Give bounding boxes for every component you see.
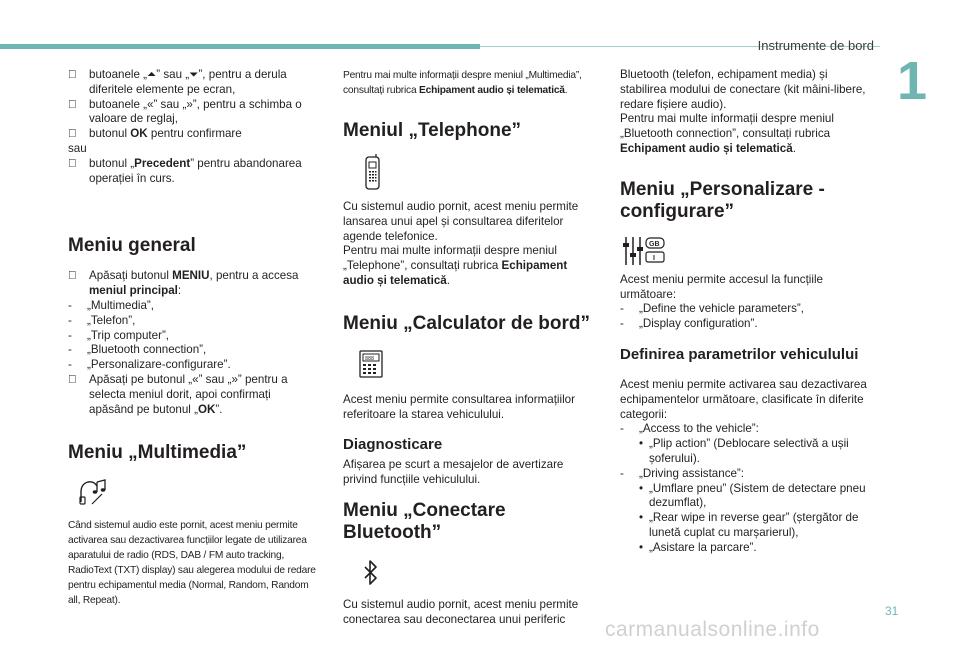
sau-text: sau [68, 141, 87, 155]
music-note-icon [78, 478, 108, 506]
trip-computer-icon [357, 349, 385, 379]
diagnostic-description: Afișarea pe scurt a mesajelor de avertizare privind funcțiile vehiculului. [343, 458, 564, 487]
list-item: - „Personalizare-configurare”. [68, 358, 231, 372]
list-item: butoanele „⏶” sau „⏷”, pentru a derula diferitele elemente pe ecran, [68, 68, 318, 98]
bluetooth-description: Cu sistemul audio pornit, acest meniu permite conectarea sau deconectarea unui periferic [343, 597, 579, 626]
left-arrow-icon: « [147, 97, 154, 111]
bullet-marker [68, 127, 82, 142]
bullet-marker [68, 98, 82, 113]
heading-calculator: Meniu „Calculator de bord” [343, 312, 591, 334]
heading-definire-parametri: Definirea parametrilor vehiculului [620, 345, 859, 363]
calculator-description: Acest meniu permite consultarea informațiilor referitoare la starea vehiculului. [343, 392, 575, 421]
bluetooth-icon [361, 558, 381, 588]
list-item: butonul „Precedent” pentru abandonarea operației în curs. [68, 157, 318, 187]
definire-description: Acest meniu permite activarea sau dezactivarea echipamentelor următoare, clasificate în diferite categorii: [620, 377, 867, 421]
section-title: Instrumente de bord [757, 38, 874, 53]
list-item: - „Access to the vehicle”: [620, 422, 759, 436]
list-item: - „Bluetooth connection”, [68, 343, 207, 357]
list-item: - „Display configuration”. [620, 317, 758, 331]
multimedia-description: Când sistemul audio este pornit, acest meniu permite activarea sau dezactivarea funcțiilor legate de utilizarea aparatului de radio (RDS, DAB / FM auto tracking, RadioText (TXT) display) sau alegerea modului de redare pentru echipamentul media (Normal, Random, Random all, Repeat). [68, 520, 316, 607]
watermark: carmanualsonline.info [605, 618, 820, 641]
heading-personalizare: Meniu „Personalizare - configurare” [620, 178, 825, 222]
info-label: I [653, 254, 655, 262]
left-arrow-icon: « [192, 372, 199, 386]
header-accent-bar [0, 44, 480, 49]
svg-text:888: 888 [365, 355, 375, 362]
list-item: Apăsați pe butonul „«” sau „»” pentru a selecta meniul dorit, apoi confirmați apăsând pe butonul „OK”. [68, 373, 318, 417]
right-arrow-icon: » [231, 372, 238, 386]
list-item: • „Rear wipe in reverse gear” (ștergător de lunetă cuplat cu marșarierul), [639, 511, 859, 539]
list-item: - „Multimedia”, [68, 298, 154, 312]
column-3 [620, 68, 870, 556]
bullet-marker [68, 157, 82, 172]
bluetooth-continuation: Bluetooth (telefon, echipament media) și stabilirea modului de conectare (kit mâini-libere, redare fișiere audio). [620, 68, 866, 111]
personalizare-description: Acest meniu permite accesul la funcțiile următoare: [620, 272, 823, 301]
chapter-number: 1 [897, 51, 928, 111]
list-item: • „Umflare pneu” (Sistem de detectare pneu dezumflat), [639, 481, 866, 510]
list-item: Apăsați butonul MENIU, pentru a accesa meniul principal: [68, 269, 318, 299]
list-item: • „Plip action” (Deblocare selectivă a ușii șoferului). [639, 437, 849, 465]
column-1 [68, 68, 318, 608]
multimedia-reference: Pentru mai multe informații despre meniul „Multimedia”, consultați rubrica Echipament audio și telematică. [343, 70, 582, 96]
heading-multimedia: Meniu „Multimedia” [68, 442, 247, 464]
bullet-marker [68, 269, 82, 284]
telephone-reference: Pentru mai multe informații despre meniul „Telephone”, consultați rubrica Echipament audio și telematică. [343, 244, 568, 287]
heading-diagnostic: Diagnosticare [343, 436, 443, 454]
list-item: - „Telefon”, [68, 313, 136, 327]
heading-telephone: Meniul „Telephone” [343, 120, 522, 141]
down-arrow-icon: ⏷ [189, 68, 199, 81]
heading-meniu-general: Meniu general [68, 235, 196, 257]
bullet-marker [68, 68, 82, 83]
bluetooth-reference: Pentru mai multe informații despre meniul „Bluetooth connection”, consultați rubrica Echipament audio și telematică. [620, 112, 834, 155]
list-item: - „Driving assistance”: [620, 466, 745, 480]
list-item: • „Asistare la parcare”. [639, 540, 757, 554]
list-item: butonul OK pentru confirmare [68, 127, 318, 142]
list-item: - „Define the vehicle parameters”, [620, 302, 804, 316]
bullet-marker [68, 373, 82, 388]
telephone-description: Cu sistemul audio pornit, acest meniu permite lansarea unui apel și consultarea diferitelor agende telefonice. [343, 200, 579, 243]
list-item: butoanele „«” sau „»”, pentru a schimba o valoare de reglaj, [68, 98, 318, 128]
page-number: 31 [885, 604, 899, 618]
up-arrow-icon: ⏶ [147, 68, 157, 81]
right-arrow-icon: » [186, 97, 193, 111]
gb-label: GB [649, 240, 660, 248]
mobile-phone-icon [361, 154, 383, 190]
column-2 [343, 68, 593, 628]
heading-bluetooth: Meniu „Conectare Bluetooth” [343, 499, 506, 543]
list-item: - „Trip computer”, [68, 328, 170, 342]
settings-sliders-icon [620, 235, 668, 267]
